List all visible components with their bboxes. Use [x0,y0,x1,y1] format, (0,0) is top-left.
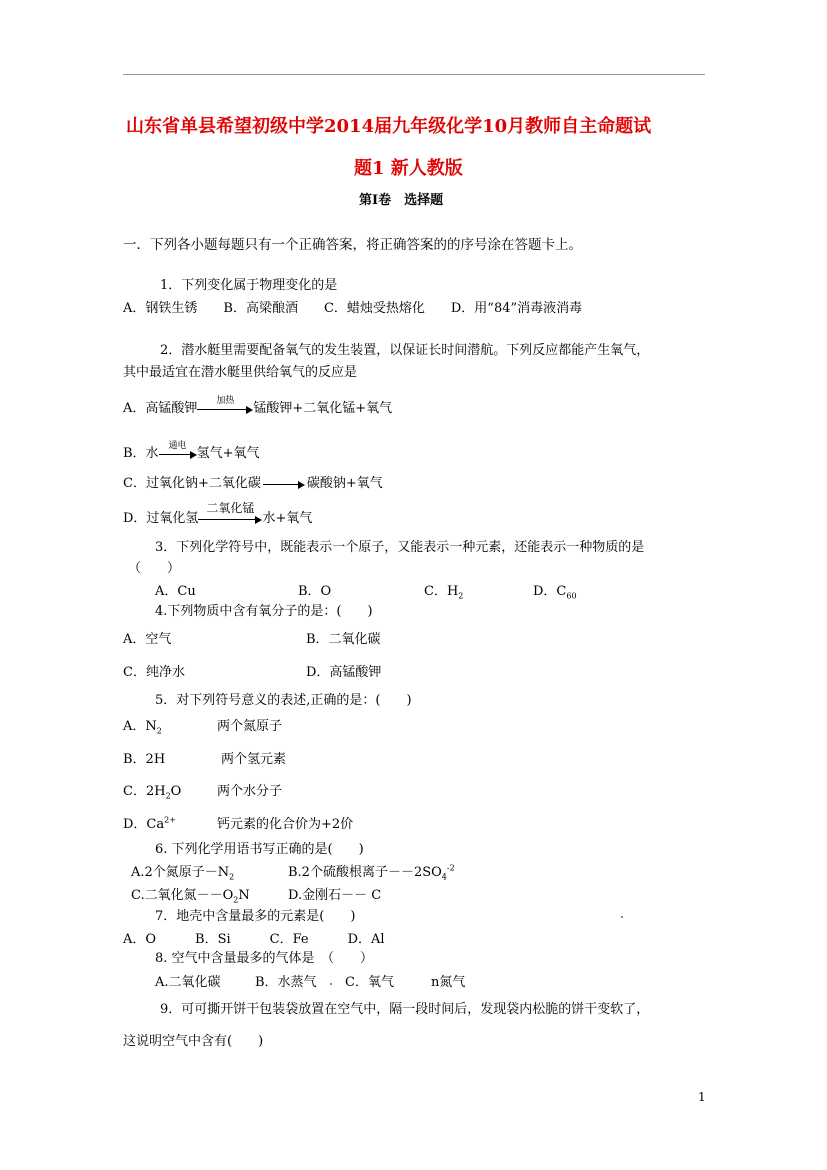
q2-b-condition: 通电 [168,440,187,451]
q6-a-subscript: 2 [229,872,235,882]
q6-c-text: C.二氧化氮－－O [131,888,234,903]
q4-option-a: A．空气 [123,632,172,647]
q2-option-b [123,442,259,461]
q5-option-d-symbol [123,813,176,832]
document-title-line2: 题1 新人教版 [354,158,463,179]
q2-stem-line2: 其中最适宜在潜水艇里供给氧气的反应是 [123,365,358,380]
volume-heading: 第Ⅰ卷 选择题 [359,193,444,208]
q2-a-products: 锰酸钾+二氧化锰+氧气 [253,401,393,416]
q2-option-d [123,500,313,526]
q2-stem-line1: 2．潜水艇里需要配备氧气的发生装置，以保证长时间潜航。下列反应都能产生氧气， [160,343,650,358]
q3-d-symbol: D．C [533,584,567,599]
stray-dot [330,983,332,985]
q3-option-a: A．Cu [155,584,196,599]
q2-b-reactant: B．水 [123,446,159,461]
q5-option-a-symbol [123,715,162,736]
q5-option-b-meaning: 两个氢元素 [221,752,287,767]
q1-options: A．钢铁生锈 B．高梁酿酒 C．蜡烛受热熔化 D．用“84”消毒液消毒 [123,301,583,316]
q5-stem: 5．对下列符号意义的表述,正确的是：( ) [155,693,412,708]
q2-option-c [123,472,383,491]
q1-stem: 1．下列变化属于物理变化的是 [160,278,338,293]
q6-option-b [288,861,455,882]
q8-option-c: C．氧气 [345,975,394,990]
q6-b-text: B.2个硫酸根离子－－2SO [288,865,442,880]
page-number: 1 [698,1090,706,1104]
q2-d-reactant: D．过氧化氢 [123,511,199,526]
q2-d-condition: 二氧化锰 [206,500,255,515]
q2-option-a [123,397,392,416]
document-title-line1: 山东省单县希望初级中学2014届九年级化学10月教师自主命题试 [126,116,652,137]
q8-stem: 8. 空气中含量最多的气体是 （ ） [155,951,374,966]
q3-option-c [424,580,463,601]
q6-stem: 6. 下列化学用语书写正确的是( ) [155,842,364,857]
q2-a-condition: 加热 [216,395,235,406]
q3-option-b: B．O [298,584,332,599]
q5-d-sym: D．Ca [123,817,165,832]
q5-c-sym2: O [170,784,182,799]
q6-b-superscript: -2 [446,863,455,873]
q3-c-symbol: C．H [424,584,459,599]
q5-a-sym: A．N [123,719,157,734]
q2-b-products: 氢气+氧气 [196,446,260,461]
q6-b-subscript: 4 [441,872,447,882]
section-instruction: 一．下列各小题每题只有一个正确答案，将正确答案的的序号涂在答题卡上。 [123,237,582,253]
stray-dot [621,916,623,918]
q5-option-c-symbol [123,780,181,801]
q5-option-a-meaning: 两个氮原子 [217,719,283,734]
q5-option-d-meaning: 钙元素的化合价为+2价 [217,817,354,832]
q6-option-d: D.金刚石－－ C [288,888,382,903]
q3-stem: 3．下列化学符号中，既能表示一个原子，又能表示一种元素，还能表示一种物质的是 [155,540,645,555]
q4-option-d: D．高锰酸钾 [306,665,382,680]
q6-c-text2: N [238,888,250,903]
reaction-arrow-icon [159,440,197,461]
q8-option-a: A.二氧化碳 [155,975,221,990]
q8-option-b: B．水蒸气 [255,975,317,990]
q3-d-subscript: 60 [566,591,577,601]
q5-option-c-meaning: 两个水分子 [217,784,283,799]
q9-stem-line2: 这说明空气中含有( ) [123,1034,264,1049]
q6-c-subscript: 2 [233,895,239,905]
reaction-arrow-icon [198,500,262,526]
q3-option-d [533,580,577,601]
q4-option-c: C．纯净水 [123,665,185,680]
q6-option-c [131,884,250,905]
reaction-arrow-icon [197,395,253,416]
header-rule [123,74,705,75]
q3-paren: （ ） [128,561,181,576]
q2-c-reactants: C．过氧化钠+二氧化碳 [123,476,261,491]
q5-option-b-symbol: B．2H [123,752,166,767]
q4-option-b: B．二氧化碳 [306,632,381,647]
q6-option-a [131,861,234,882]
reaction-arrow-icon [263,477,305,491]
q5-c-sym: C．2H [123,784,166,799]
q3-c-subscript: 2 [458,591,464,601]
q5-d-superscript: 2+ [164,815,176,825]
q5-c-subscript: 2 [165,791,171,801]
q8-option-d: n氮气 [431,975,466,990]
q6-a-text: A.2个氮原子－N [131,865,230,880]
q4-stem: 4.下列物质中含有氧分子的是：( ) [155,604,373,619]
q2-c-products: 碳酸钠+氧气 [306,476,383,491]
q7-options: A．O B．Si C．Fe D．Al [123,932,385,947]
q2-a-reactant: A．高锰酸钾 [123,401,198,416]
q2-d-products: 水+氧气 [262,511,313,526]
q5-a-subscript: 2 [156,726,162,736]
q9-stem-line1: 9．可可撕开饼干包装袋放置在空气中，隔一段时间后，发现袋内松脆的饼干变软了， [160,1002,650,1017]
q7-stem: 7．地壳中含量最多的元素是( ) [155,909,356,924]
